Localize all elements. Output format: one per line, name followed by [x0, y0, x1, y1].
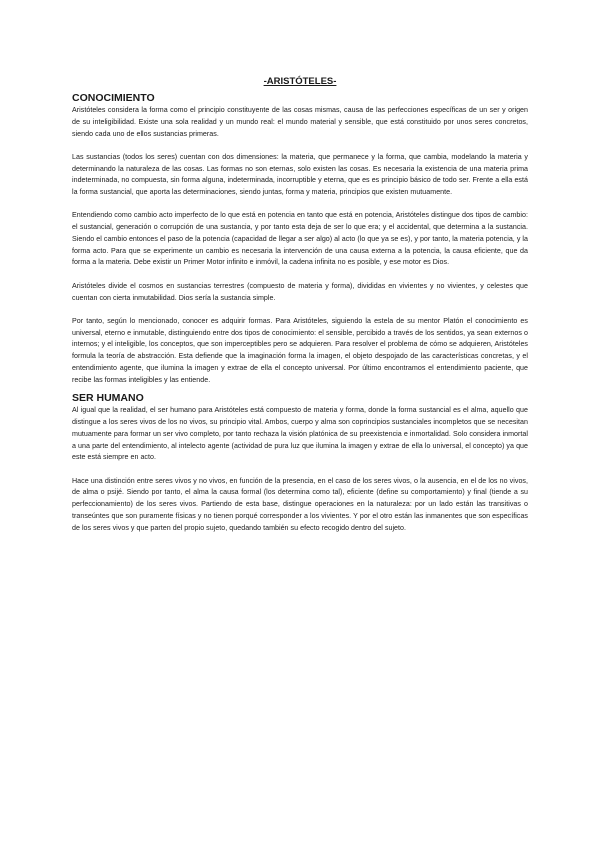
paragraph: Hace una distinción entre seres vivos y no vivos, en función de la presencia, en el caso de los seres vivos, o la ausencia, en el de los no vivos, de alma o psijé. Siendo por tanto, el alma la causa formal (los determina como tal), eficiente (define su comportamiento) y final (tiende a su perfeccionamiento) de los seres vivos. Partiendo de esta base, distingue operaciones en la naturaleza: por un lado están las transitivas o transeúntes que son puramente físicas y no tienen porqué corresponder a los vivientes. Y por el otro están las inmanentes que son específicas de los seres vivos y que parten del propio sujeto, quedando también su efecto recogido dentro del sujeto. — [72, 476, 528, 532]
paragraph: Al igual que la realidad, el ser humano para Aristóteles está compuesto de materia y forma, donde la forma sustancial es el alma, aquello que distingue a los seres vivos de los no vivos, su principio vital. Ambos, cuerpo y alma son coprincipios sustanciales incompletos que se necesitan mutuamente para formar un ser vivo completo, por tanto rechaza la visión platónica de su preexistencia e inmortalidad. Solo considera inmortal a una parte del entendimiento, al intelecto agente (actividad de pura luz que ilumina la imagen y extrae de ella lo universal, el concepto) ya que este está siempre en acto. — [72, 406, 528, 462]
paragraph: Las sustancias (todos los seres) cuentan con dos dimensiones: la materia, que permanece y la forma, que cambia, modelando la materia y determinando la naturaleza de las cosas. Las formas no son eternas, solo existen las cosas. Es necesaria la existencia de una materia prima indeterminada, no compuesta, sin forma alguna, indeterminada, incorruptible y eterna, que es es principio básico de todo ser. Frente a ella está la forma sustancial, que aporta las determinaciones, siendo juntas, forma y materia, principios que existen mutuamente. — [72, 152, 528, 197]
section-heading: SER HUMANO — [72, 392, 144, 405]
section-ser-humano — [72, 392, 528, 534]
section-conocimiento — [72, 92, 528, 386]
document-body — [72, 76, 528, 546]
paragraph: Entendiendo como cambio acto imperfecto de lo que está en potencia en tanto que está en potencia, Aristóteles distingue dos tipos de cambio: el sustancial, generación o corrupción de una sustancia, y por tanto esta deja de ser lo que era; y el accidental, que determina a la sustancia. Siendo el cambio entonces el paso de la potencia (capacidad de llegar a ser algo) al acto (lo que ya se es), y por tanto, la materia potencia, y la forma acto. Para que se experimente un cambio es necesaria la intervención de una causa externa a la potencia, la causa eficiente, que da forma a la materia. Debe existir un Primer Motor infinito e inmóvil, la cadena infinita no es posible, y ese motor es Dios. — [72, 211, 528, 267]
section-heading: CONOCIMIENTO — [72, 92, 155, 104]
paragraph: Por tanto, según lo mencionado, conocer es adquirir formas. Para Aristóteles, siguiendo la estela de su mentor Platón el conocimiento es universal, eterno e inmutable, distinguiendo entre dos tipos de conocimiento: el sensible, percibido a través de los sentidos, ya sean externos o internos; y el inteligible, los conceptos, que son imperceptibles pero se adquieren. Para resolver el problema de cómo se adquieren, Aristóteles formula la teoría de abstracción. Esta defiende que la imaginación forma la imagen, el objeto despojado de las características concretas, y el entendimiento agente, que ilumina la imagen y extrae de ella el concepto universal. Por último encontramos el entendimiento paciente, que recibe las formas inteligibles y las entiende. — [72, 316, 528, 384]
paragraph: Aristóteles considera la forma como el principio constituyente de las cosas mismas, causa de las perfecciones específicas de un ser y origen de su inteligibilidad. Existe una sola realidad y un mundo real: el mundo material y sensible, que está constituido por unos seres concretos, siendo cada uno de ellos sustancias primeras. — [72, 106, 528, 138]
document-title: -ARISTÓTELES- — [263, 76, 337, 87]
paragraph: Aristóteles divide el cosmos en sustancias terrestres (compuesto de materia y forma), divididas en vivientes y no vivientes, y celestes que cuentan con cierta inmutabilidad. Dios sería la sustancia simple. — [72, 281, 528, 302]
